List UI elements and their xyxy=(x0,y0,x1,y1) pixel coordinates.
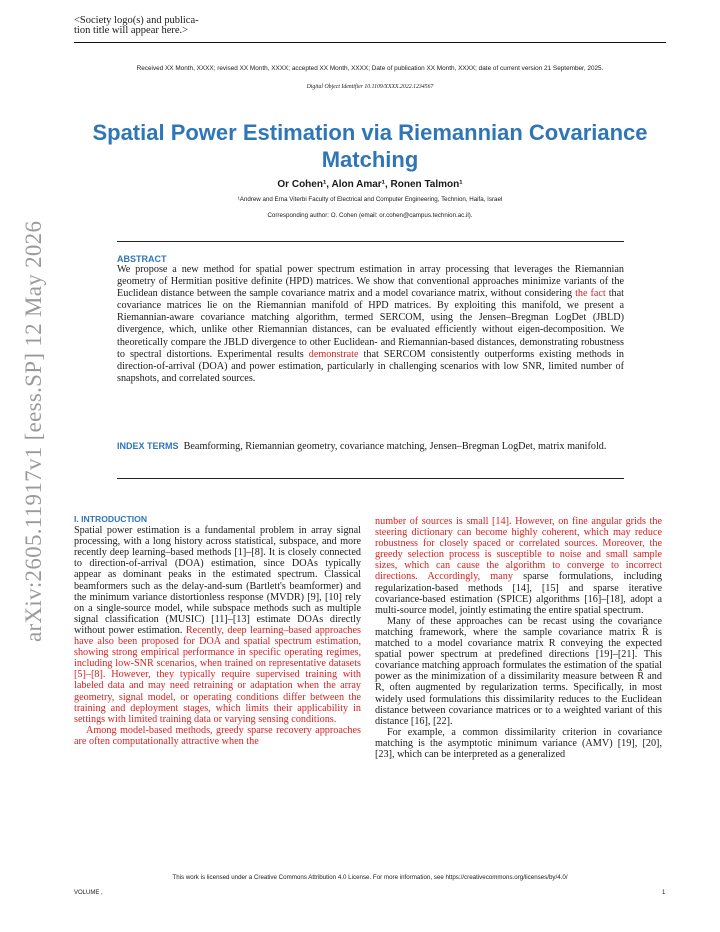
paragraph xyxy=(74,525,361,725)
abstract-bottom-rule xyxy=(117,478,624,479)
author-list: Or Cohen¹, Alon Amar¹, Ronen Talmon¹ xyxy=(277,179,463,190)
paragraph-highlight: number of sources is small [14]. However, on fine angular grids the steering dictionary can become highly coherent, which may reduce robustness for closely spaced or correlated sources. Moreover, the greedy selection process is susceptible to noise and small sample sizes, which can cause the algorithm to converge to incorrect directions. Accordingly, many xyxy=(375,516,662,583)
volume-label: VOLUME , xyxy=(74,890,103,896)
paragraph: Many of these approaches can be recast using the covariance matching framework, where the sample covariance matrix R̂ is matched to a model covariance matrix R conveying the expected spatial power spectrum at predefined directions [19]–[21]. This covariance matching approach formulates the estimation of the spatial power as the minimization of a dissimilarity measure between R̂ and R, often augmented by regularization terms. Specifically, in most widely used formulations this dissimilarity reduces to the Euclidean distance between covariance matrices or to a weighted variant of this distance [16], [22]. xyxy=(375,615,662,727)
society-logo-placeholder: <Society logo(s) and publica- tion title will appear here.> xyxy=(74,15,199,36)
doi-line: Digital Object Identifier 10.1109/XXXX.2022.1234567 xyxy=(306,84,434,90)
paragraph: For example, a common dissimilarity criterion in covariance matching is the asymptotic minimum variance (AMV) [19], [20], [23], which can be interpreted as a generalized xyxy=(375,726,662,760)
paragraph xyxy=(375,516,662,616)
index-terms xyxy=(117,440,624,453)
paragraph: Among model-based methods, greedy sparse recovery approaches are often computationally attractive when the xyxy=(74,724,361,747)
corresponding-author: Corresponding author: O. Cohen (email: or.cohen@campus.technion.ac.il). xyxy=(267,212,473,219)
abstract-text: that covariance matrices lie on the Riemannian manifold of HPD matrices. By exploiting this manifold, we present a Riemannian-aware covariance matching algorithm, termed SERCOM, using the Jensen–Bregman LogDet (JBLD) divergence, which, unlike other Riemannian distances, can be evaluated efficiently without eigen-decomposition. We theoretically compare the JBLD divergence to other Euclidean- and Riemannian-based distances, demonstrating robustness to spectral distortions. Experimental results xyxy=(117,288,624,360)
affiliation: ¹Andrew and Erna Viterbi Faculty of Electrical and Computer Engineering, Technion, Haifa, Israel xyxy=(237,196,503,203)
paragraph-text: Spatial power estimation is a fundamental problem in array signal processing, with a long history across statistical, subspace, and more recently deep learning–based methods [1]–[8]. It is closely connected to direction-of-arrival (DOA) estimation, since DOAs typically appear as dominant peaks in the estimated spectrum. Classical beamformers such as the delay-and-sum (Bartlett's beamformer) and the minimum variance distortionless response (MVDR) [9], [10] rely on a single-source model, while subspace methods such as multiple signal classification (MUSIC) [11]–[13] estimate DOAs directly without power estimation. xyxy=(74,525,361,636)
abstract-text: that SERCOM consistently outperforms existing methods in direction-of-arrival (DOA) and power estimation, particularly in challenging scenarios with low SNR, limited number of snapshots, and correlated sources. xyxy=(117,348,624,384)
abstract-highlight: the fact xyxy=(575,288,606,300)
page-number: 1 xyxy=(662,890,666,896)
received-dates: Received XX Month, XXXX; revised XX Month, XXXX; accepted XX Month, XXXX; Date of publication XX Month, XXXX; date of current version 21 September, 2025. xyxy=(136,65,604,72)
paragraph-highlight: Recently, deep learning–based approaches have also been proposed for DOA and spatial spectrum estimation, showing strong empirical performance in specific operating regimes, including low-SNR scenarios, when trained on representative datasets [5]–[8]. However, they typically require supervised training with labeled data and may need retraining or adaptation when the array geometry, signal model, or operating conditions differ between the training and deployment stages, which limits their applicability in settings with limited training data or varying sensing conditions. xyxy=(74,624,362,725)
paragraph-text: sparse formulations, including regularization-based methods [14], [15] and sparse iterative covariance-based estimation (SPICE) algorithms [16]–[18], adopt a multi-source model, jointly estimating the entire spatial spectrum. xyxy=(375,571,662,616)
header-rule xyxy=(74,42,666,43)
section-heading: I. INTRODUCTION xyxy=(74,514,148,524)
index-terms-heading: INDEX TERMS xyxy=(117,441,179,451)
index-terms-text: Beamforming, Riemannian geometry, covariance matching, Jensen–Bregman LogDet, matrix manifold. xyxy=(183,441,607,452)
abstract-text: We propose a new method for spatial power spectrum estimation in array processing that leverages the Riemannian geometry of Hermitian positive definite (HPD) matrices. We show that conventional approaches minimize variants of the Euclidean distance between the sample covariance matrix and a model covariance matrix, without considering xyxy=(117,264,624,300)
left-column xyxy=(74,514,361,747)
abstract-heading: ABSTRACT xyxy=(117,254,167,264)
abstract-top-rule xyxy=(117,241,624,242)
right-column xyxy=(375,516,662,760)
abstract-body xyxy=(117,264,624,385)
license-footer: This work is licensed under a Creative Commons Attribution 4.0 License. For more information, see https://creativecommons.org/licenses/by/4.0/ xyxy=(172,874,568,881)
abstract-highlight: demonstrate xyxy=(308,348,359,360)
arxiv-stamp: arXiv:2605.11917v1 [eess.SP] 12 May 2026 xyxy=(21,220,46,642)
paper-title: Spatial Power Estimation via Riemannian Covariance Matching xyxy=(92,120,648,172)
